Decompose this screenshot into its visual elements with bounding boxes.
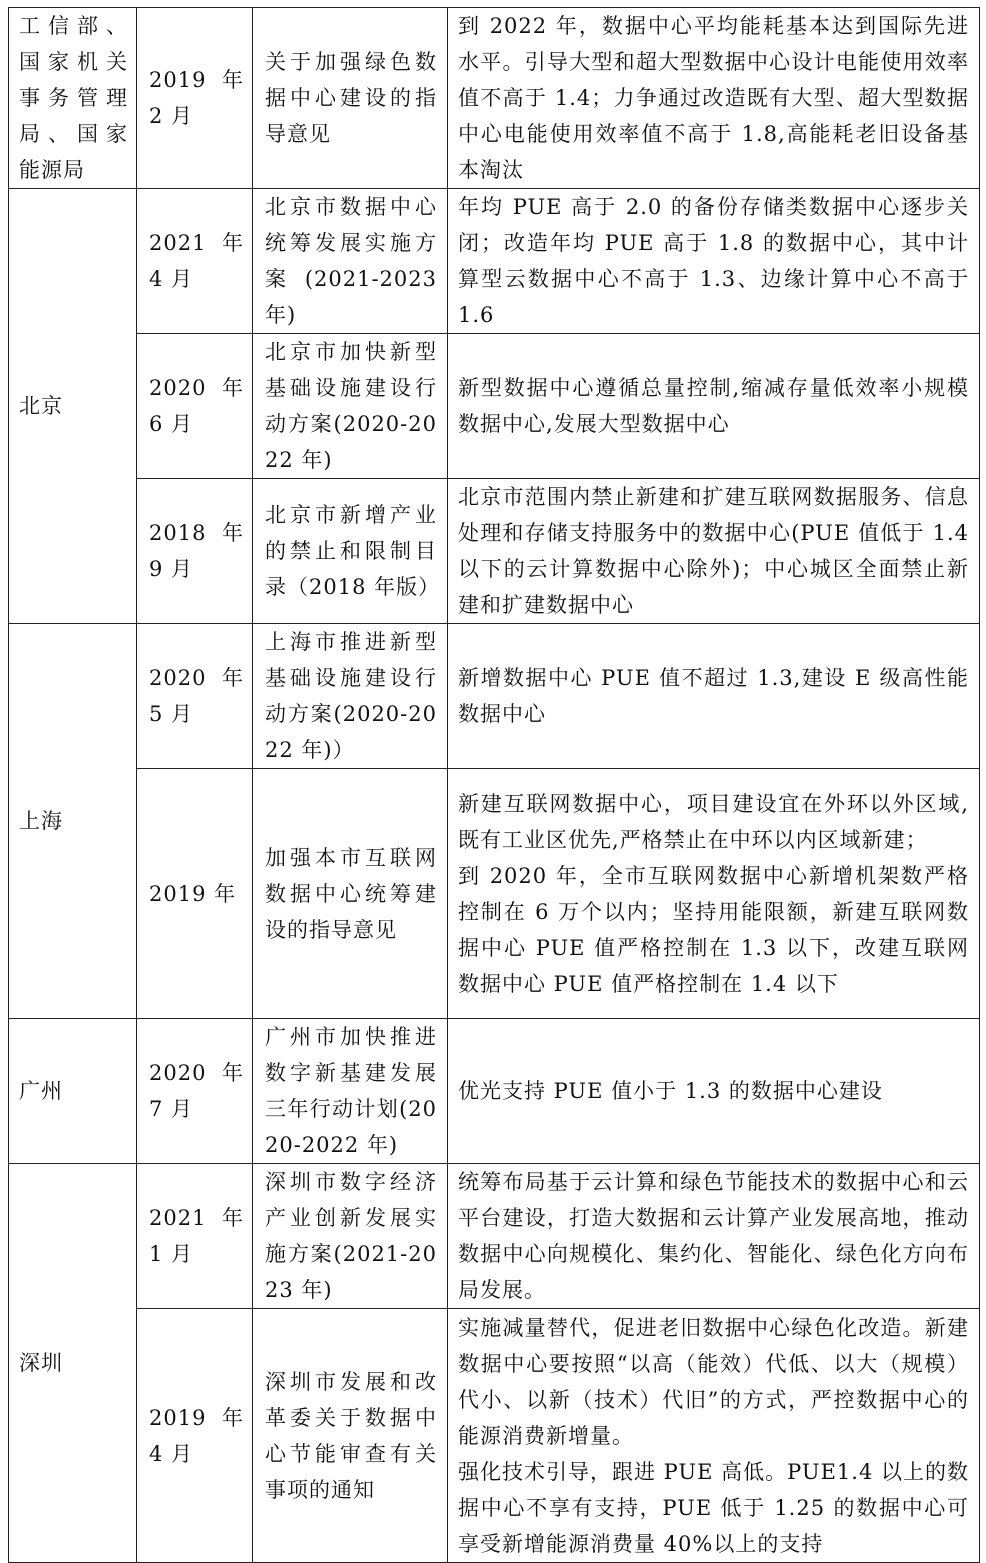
date-cell: 2021 年 4 月 bbox=[137, 189, 253, 334]
requirement-text: 到 2022 年，数据中心平均能耗基本达到国际先进水平。引导大型和超大型数据中心设计电能使用效率值不高于 1.4；力争通过改造既有大型、超大型数据中心电能使用效率值不高于 1.8,高能耗老旧设备基本淘汰 bbox=[458, 14, 969, 182]
requirements-cell bbox=[448, 334, 980, 479]
requirements-cell bbox=[448, 1164, 980, 1309]
requirement-text: 强化技术引导，跟进 PUE 高低。PUE1.4 以上的数据中心不享有支持，PUE 低于 1.25 的数据中心可享受新增能源消费量 40%以上的支持 bbox=[458, 1459, 969, 1556]
policy-title-cell: 北京市加快新型基础设施建设行动方案(2020-2022 年) bbox=[253, 334, 448, 479]
policy-title-cell: 北京市新增产业的禁止和限制目录（2018 年版） bbox=[253, 479, 448, 624]
requirements-cell bbox=[448, 624, 980, 769]
requirements-cell bbox=[448, 189, 980, 334]
date-cell: 2020 年 5 月 bbox=[137, 624, 253, 769]
policy-title-cell: 关于加强绿色数据中心建设的指导意见 bbox=[253, 8, 448, 189]
policy-table bbox=[8, 7, 980, 1563]
date-cell: 2021 年 1 月 bbox=[137, 1164, 253, 1309]
table-row bbox=[9, 624, 980, 769]
policy-title-cell: 深圳市数字经济产业创新发展实施方案(2021-2023 年) bbox=[253, 1164, 448, 1309]
date-cell: 2019 年 2 月 bbox=[137, 8, 253, 189]
issuer-cell: 工信部、国家机关事务管理局、国家能源局 bbox=[9, 8, 137, 189]
policy-title-cell: 加强本市互联网数据中心统筹建设的指导意见 bbox=[253, 769, 448, 1019]
issuer-cell: 上海 bbox=[9, 624, 137, 1019]
requirements-cell bbox=[448, 1019, 980, 1164]
table-row bbox=[9, 1019, 980, 1164]
policy-title-cell: 深圳市发展和改革委关于数据中心节能审查有关事项的通知 bbox=[253, 1309, 448, 1563]
table-row bbox=[9, 479, 980, 624]
requirement-text: 年均 PUE 高于 2.0 的备份存储类数据中心逐步关闭；改造年均 PUE 高于 1.8 的数据中心，其中计算型云数据中心不高于 1.3、边缘计算中心不高于 1.6 bbox=[458, 195, 969, 327]
date-cell: 2020 年 6 月 bbox=[137, 334, 253, 479]
table-row bbox=[9, 1309, 980, 1563]
requirements-cell bbox=[448, 8, 980, 189]
policy-title-cell: 上海市推进新型基础设施建设行动方案(2020-2022 年)） bbox=[253, 624, 448, 769]
date-cell: 2020 年 7 月 bbox=[137, 1019, 253, 1164]
table-row bbox=[9, 1164, 980, 1309]
requirements-cell bbox=[448, 769, 980, 1019]
issuer-cell: 广州 bbox=[9, 1019, 137, 1164]
policy-title-cell: 北京市数据中心统筹发展实施方案 (2021-2023 年) bbox=[253, 189, 448, 334]
table-row bbox=[9, 189, 980, 334]
requirement-text: 北京市范围内禁止新建和扩建互联网数据服务、信息处理和存储支持服务中的数据中心(PUE 值低于 1.4 以下的云计算数据中心除外)；中心城区全面禁止新建和扩建数据中心 bbox=[458, 485, 969, 617]
issuer-cell: 北京 bbox=[9, 189, 137, 624]
requirement-text: 优光支持 PUE 值小于 1.3 的数据中心建设 bbox=[458, 1079, 883, 1103]
requirement-text: 实施减量替代，促进老旧数据中心绿色化改造。新建数据中心要按照“以高（能效）代低、以大（规模）代小、以新（技术）代旧”的方式，严控数据中心的能源消费新增量。 bbox=[458, 1315, 969, 1448]
table-row bbox=[9, 769, 980, 1019]
requirement-text: 统筹布局基于云计算和绿色节能技术的数据中心和云平台建设，打造大数据和云计算产业发展高地，推动数据中心向规模化、集约化、智能化、绿色化方向布局发展。 bbox=[458, 1170, 969, 1302]
issuer-cell: 深圳 bbox=[9, 1164, 137, 1563]
requirement-text: 到 2020 年，全市互联网数据中心新增机架数严格控制在 6 万个以内；坚持用能限额，新建互联网数据中心 PUE 值严格控制在 1.3 以下，改建互联网数据中心 PUE 值严格控制在 1.4 以下 bbox=[458, 863, 969, 996]
requirement-text: 新增数据中心 PUE 值不超过 1.3,建设 E 级高性能数据中心 bbox=[458, 666, 969, 726]
requirements-cell bbox=[448, 479, 980, 624]
date-cell: 2019 年 bbox=[137, 769, 253, 1019]
requirement-text: 新建互联网数据中心，项目建设宜在外环以外区域,既有工业区优先,严格禁止在中环以内区域新建； bbox=[458, 791, 969, 852]
date-cell: 2019 年 4 月 bbox=[137, 1309, 253, 1563]
table-row bbox=[9, 8, 980, 189]
requirement-text: 新型数据中心遵循总量控制,缩减存量低效率小规模数据中心,发展大型数据中心 bbox=[458, 376, 969, 436]
policy-title-cell: 广州市加快推进数字新基建发展三年行动计划(2020-2022 年) bbox=[253, 1019, 448, 1164]
date-cell: 2018 年 9 月 bbox=[137, 479, 253, 624]
requirements-cell bbox=[448, 1309, 980, 1563]
table-row bbox=[9, 334, 980, 479]
